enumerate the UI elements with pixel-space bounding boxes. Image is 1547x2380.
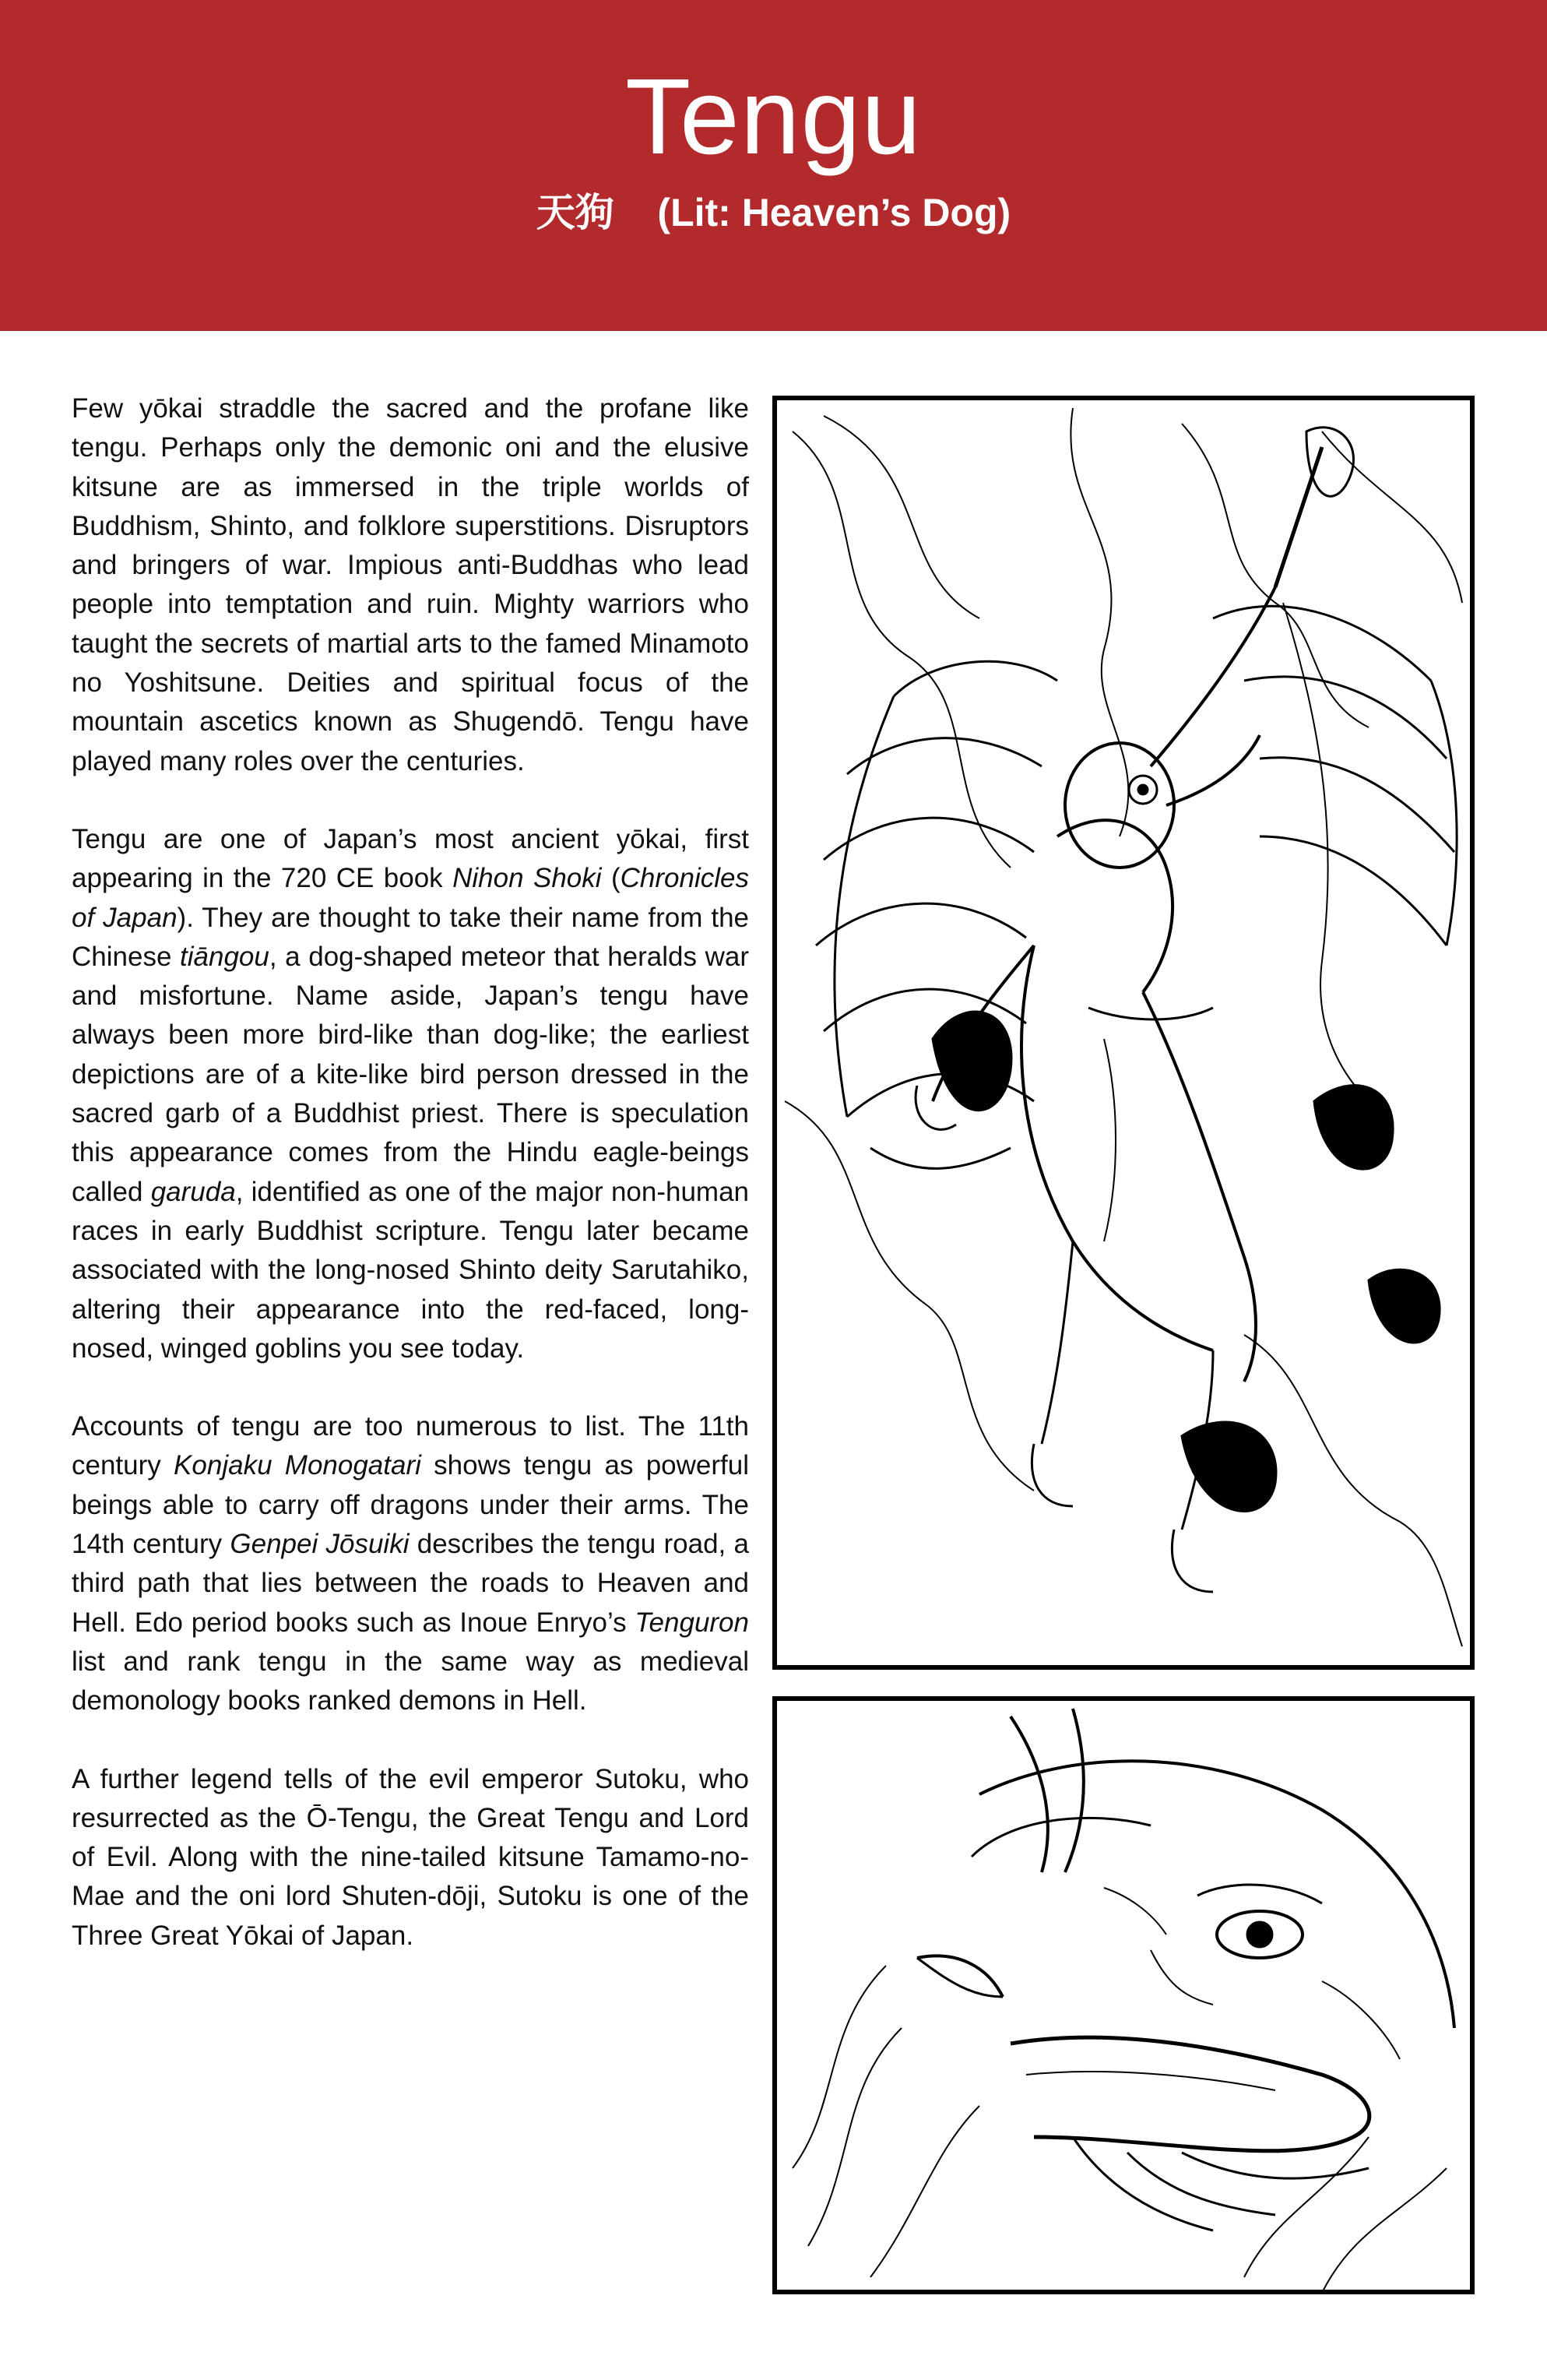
- page-subtitle: [0, 185, 1547, 240]
- paragraph-text: A further legend tells of the evil emperor Sutoku, who resurrected as the Ō-Tengu, the Great Tengu and Lord of Evil. Along with the nine-tailed kitsune Tamamo-no-Mae and the oni lord Shuten-dōji, Sutoku is one of the Three Great Yōkai of Japan.: [72, 1763, 749, 1951]
- body-paragraph: [72, 1760, 749, 1956]
- italic-title: garuda: [150, 1176, 236, 1207]
- literal-translation: (Lit: Heaven’s Dog): [657, 191, 1011, 234]
- article-body: [72, 389, 749, 1994]
- paragraph-text: Accounts of tengu are too numerous to list. The 11th century: [72, 1411, 749, 1481]
- italic-title: Genpei Jōsuiki: [230, 1529, 410, 1560]
- paragraph-text: ). They are thought to take their name from the Chinese: [72, 902, 749, 972]
- tengu-full-figure-illustration: [772, 396, 1475, 1670]
- body-paragraph: [72, 389, 749, 781]
- body-paragraph: [72, 1407, 749, 1720]
- paragraph-text: Few yōkai straddle the sacred and the profane like tengu. Perhaps only the demonic oni and the elusive kitsune are as immersed in the triple worlds of Buddhism, Shinto, and folklore superstitions. Disruptors and bringers of war. Impious anti-Buddhas who lead people into temptation and ruin. Mighty warriors who taught the secrets of martial arts to the famed Minamoto no Yoshitsune. Deities and spiritual focus of the mountain ascetics known as Shugendō. Tengu have played many roles over the centuries.: [72, 393, 749, 776]
- italic-title: Chronicles of Japan: [72, 863, 749, 933]
- paragraph-text: , identified as one of the major non-human races in early Buddhist scripture. Tengu later became associated with the long-nosed Shinto deity Sarutahiko, altering their appearance into the red-faced, long-nosed, winged goblins you see today.: [72, 1176, 750, 1364]
- italic-title: Tenguron: [635, 1607, 749, 1638]
- title-banner: [0, 0, 1547, 331]
- kanji-name: 天狗: [536, 191, 614, 234]
- italic-title: Konjaku Monogatari: [174, 1450, 421, 1481]
- tengu-face-closeup-illustration: [772, 1696, 1475, 2294]
- body-paragraph: [72, 820, 749, 1368]
- italic-title: tiāngou: [180, 941, 269, 972]
- italic-title: Nihon Shoki: [452, 863, 602, 894]
- paragraph-text: , a dog-shaped meteor that heralds war and misfortune. Name aside, Japan’s tengu have always been more bird-like than dog-like; the earliest depictions are of a kite-like bird person dressed in the sacred garb of a Buddhist priest. There is speculation this appearance comes from the Hindu eagle-beings called: [72, 941, 749, 1207]
- paragraph-text: shows tengu as powerful beings able to carry off dragons under their arms. The 14th century: [72, 1450, 750, 1560]
- paragraph-text: (: [601, 863, 621, 894]
- paragraph-text: describes the tengu road, a third path that lies between the roads to Heaven and Hell. Edo period books such as Inoue Enryo’s: [72, 1529, 749, 1638]
- paragraph-text: Tengu are one of Japan’s most ancient yōkai, first appearing in the 720 CE book: [72, 823, 749, 894]
- paragraph-text: list and rank tengu in the same way as medieval demonology books ranked demons in Hell.: [72, 1646, 749, 1716]
- page-title: Tengu: [625, 57, 922, 177]
